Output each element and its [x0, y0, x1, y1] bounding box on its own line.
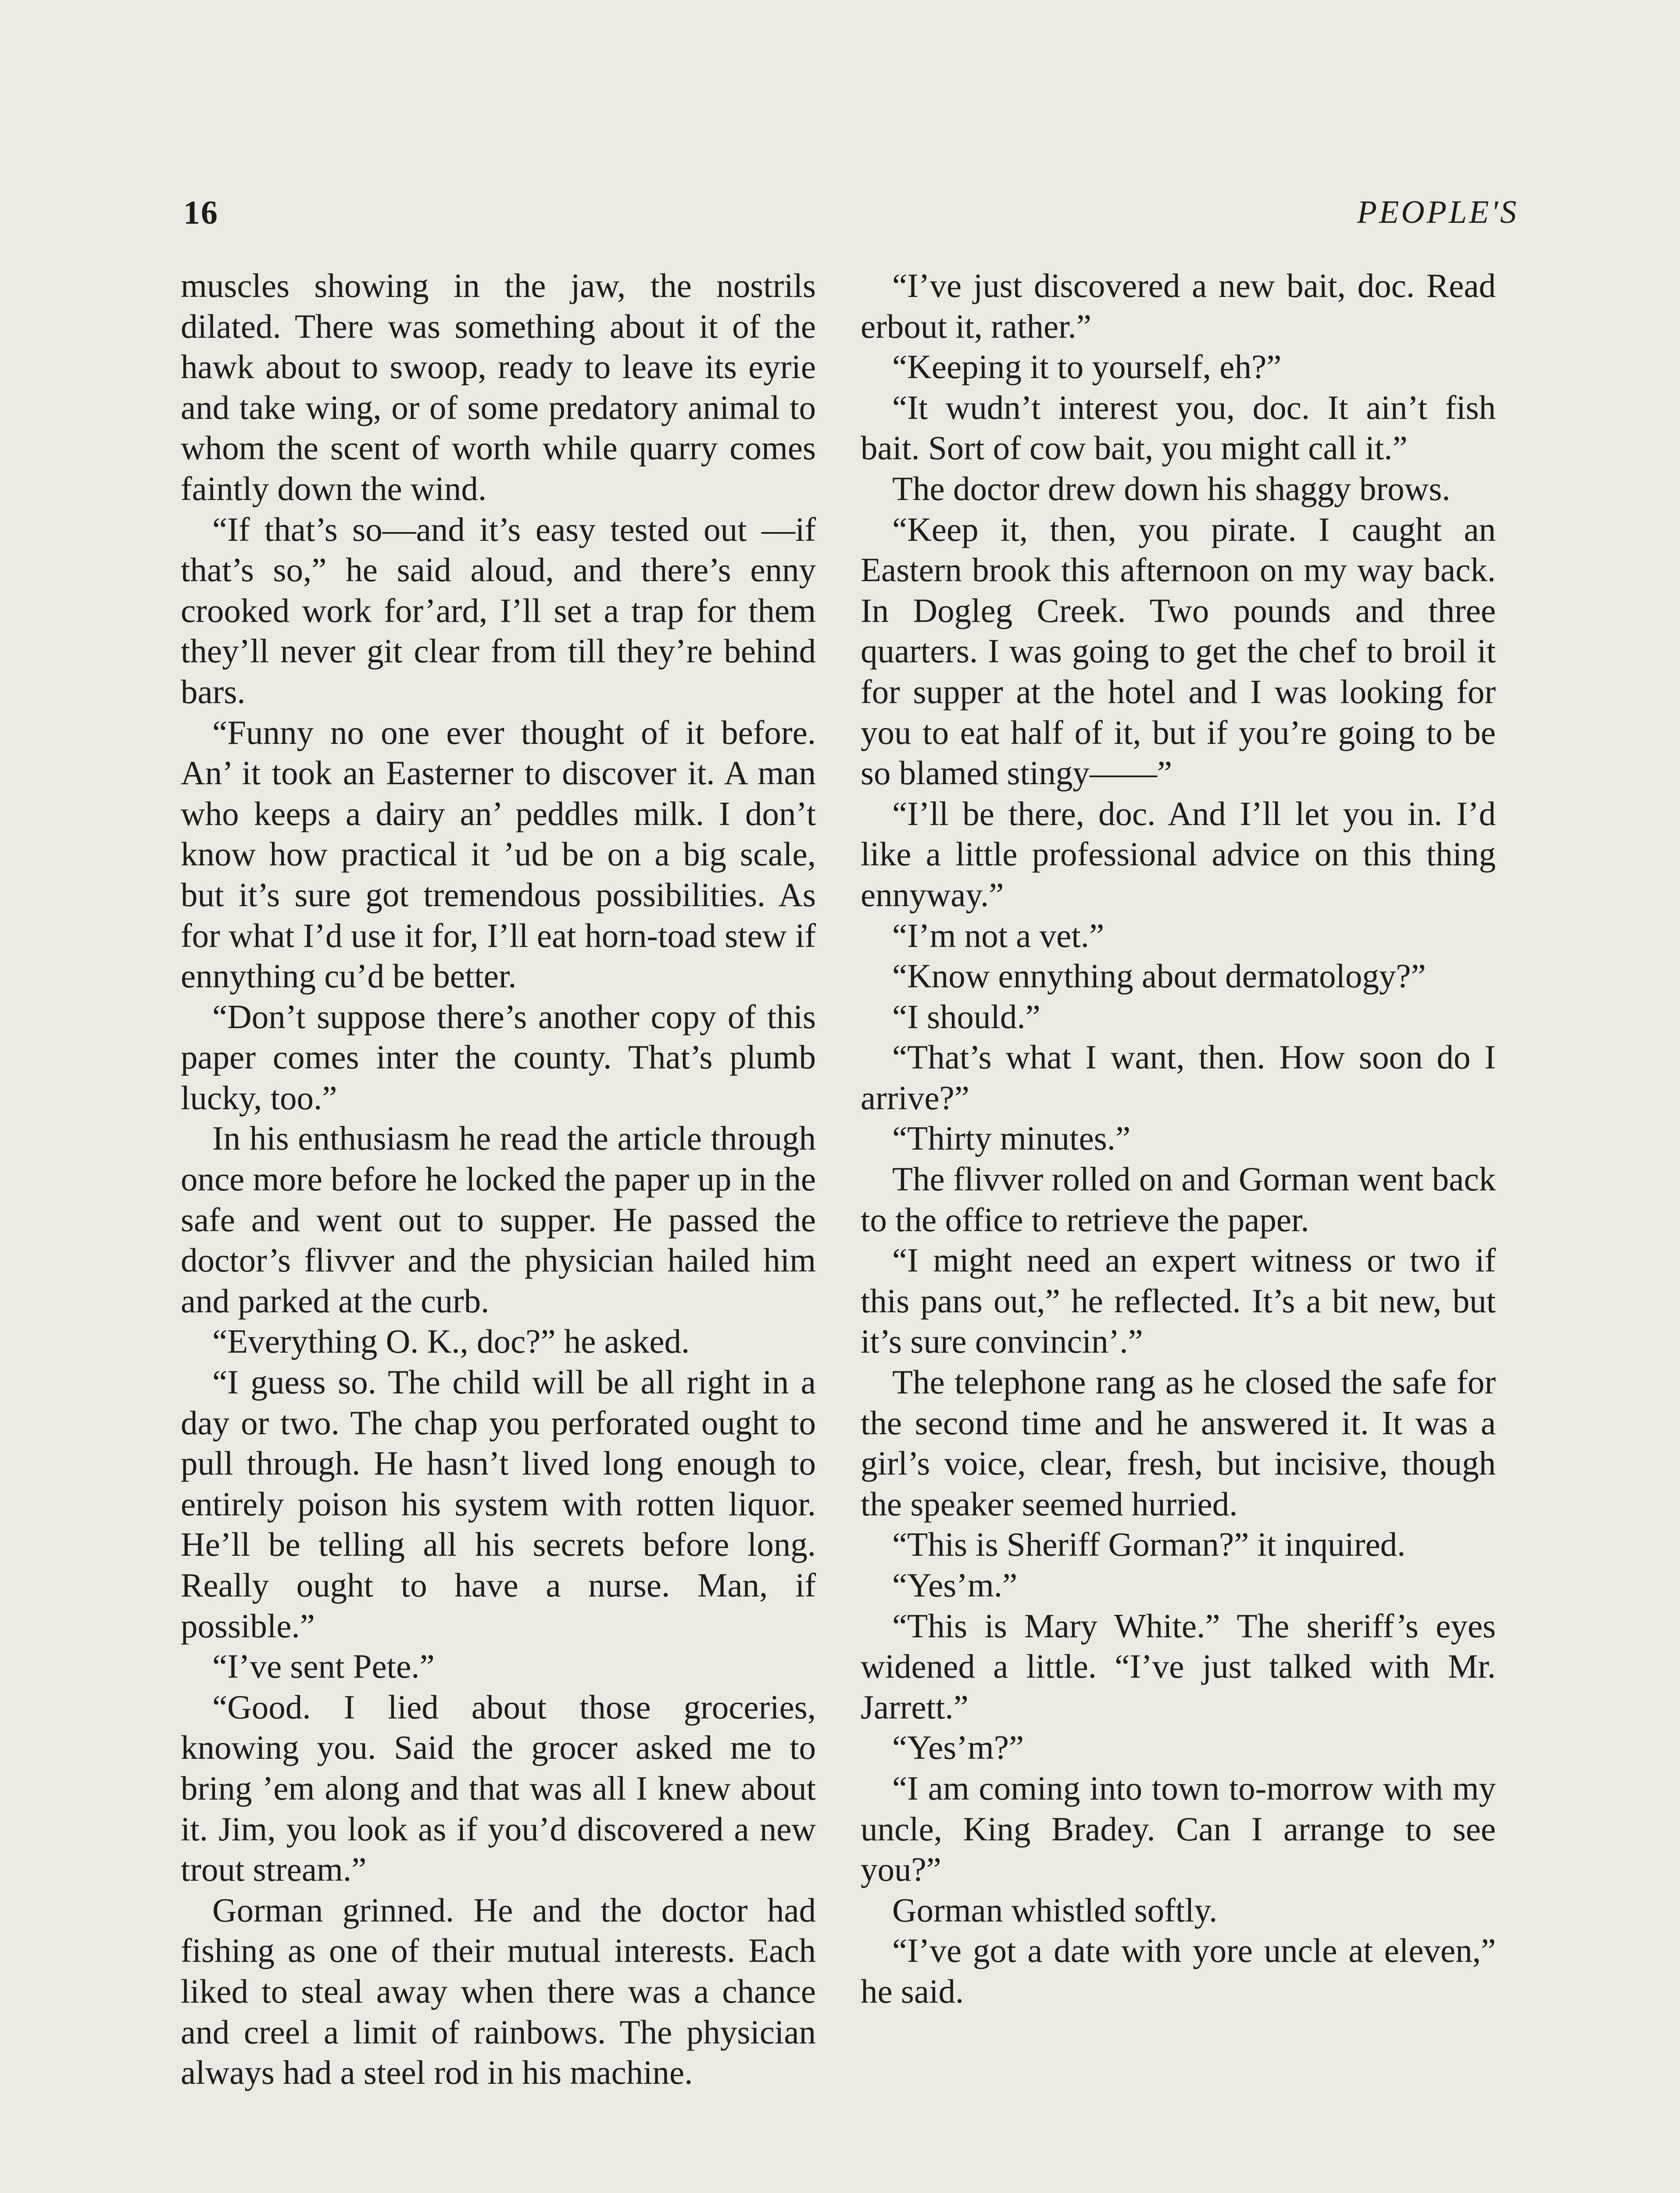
- paragraph: “I should.”: [892, 997, 1040, 1036]
- paragraph: “Keep it, then, you pirate. I caught an Eastern brook this afternoon on my way back. In Dogleg Creek. Two pounds and three quarters. I was going to get the chef to broil it for supper at the hotel and I was looking for you to eat half of it, but if you’re going to be so blamed stingy——”: [861, 510, 1496, 792]
- paragraph: “Don’t suppose there’s another copy of this paper comes inter the county. That’s plumb lucky, too.”: [181, 997, 816, 1117]
- right-column: [861, 265, 1496, 2012]
- paragraph: “This is Sheriff Gorman?” it inquired.: [892, 1525, 1406, 1564]
- paragraph: The flivver rolled on and Gorman went back to the office to retrieve the paper.: [861, 1160, 1496, 1239]
- paragraph: In his enthusiasm he read the article through once more before he locked the paper up in the safe and went out to supper. He passed the doctor’s flivver and the physician hailed him and parked at the curb.: [181, 1119, 816, 1320]
- paragraph: “Funny no one ever thought of it before. An’ it took an Easterner to discover it. A man who keeps a dairy an’ peddles milk. I don’t know how practical it ’ud be on a big scale, but it’s sure got tremendous possibilities. As for what I’d use it for, I’ll eat horn-toad stew if ennything cu’d be better.: [181, 713, 816, 995]
- paragraph: “I’ve just discovered a new bait, doc. Read erbout it, rather.”: [861, 267, 1496, 345]
- page-header: [183, 194, 1519, 242]
- page-number: 16: [183, 194, 218, 231]
- paragraph: “I’ve sent Pete.”: [212, 1647, 435, 1686]
- paragraph: “I’ll be there, doc. And I’ll let you in. I’d like a little professional advice on this thing ennyway.”: [861, 794, 1496, 914]
- paragraph: Gorman whistled softly.: [892, 1891, 1218, 1929]
- paragraph: “Everything O. K., doc?” he asked.: [212, 1322, 690, 1361]
- left-column: [181, 265, 816, 2093]
- paragraph: “If that’s so—and it’s easy tested out —if that’s so,” he said aloud, and there’s enny crooked work for’ard, I’ll set a trap for them they’ll never git clear from till they’re behind bars.: [181, 510, 816, 711]
- paragraph: “I might need an expert witness or two if this pans out,” he reflected. It’s a bit new, but it’s sure convincin’.”: [861, 1241, 1496, 1361]
- running-head: PEOPLE'S: [1357, 194, 1519, 230]
- paragraph: “I’m not a vet.”: [892, 916, 1105, 954]
- paragraph: The doctor drew down his shaggy brows.: [892, 469, 1451, 507]
- paragraph: “Keeping it to yourself, eh?”: [892, 348, 1282, 386]
- paragraph: The telephone rang as he closed the safe for the second time and he answered it. It was a girl’s voice, clear, fresh, but incisive, though the speaker seemed hurried.: [861, 1363, 1496, 1523]
- paragraph: “I’ve got a date with yore uncle at eleven,” he said.: [861, 1932, 1496, 2010]
- paragraph: muscles showing in the jaw, the nostrils dilated. There was something about it of the hawk about to swoop, ready to leave its eyrie and take wing, or of some predatory animal to whom the scent of worth while quarry comes faintly down the wind.: [181, 267, 816, 507]
- paragraph: “Know ennything about dermatology?”: [892, 957, 1426, 995]
- paragraph: “This is Mary White.” The sheriff’s eyes widened a little. “I’ve just talked with Mr. Jarrett.”: [861, 1607, 1496, 1726]
- paragraph: “Good. I lied about those groceries, knowing you. Said the grocer asked me to bring ’em along and that was all I knew about it. Jim, you look as if you’d discovered a new trout stream.”: [181, 1688, 816, 1889]
- paragraph: “I guess so. The child will be all right in a day or two. The chap you perforated ought to pull through. He hasn’t lived long enough to entirely poison his system with rotten liquor. He’ll be telling all his secrets before long. Really ought to have a nurse. Man, if possible.”: [181, 1363, 816, 1645]
- paragraph: Gorman grinned. He and the doctor had fishing as one of their mutual interests. Each liked to steal away when there was a chance and creel a limit of rainbows. The physician always had a steel rod in his machine.: [181, 1891, 816, 2092]
- paragraph: “Yes’m?”: [892, 1729, 1024, 1767]
- paragraph: “Thirty minutes.”: [892, 1119, 1131, 1157]
- paragraph: “That’s what I want, then. How soon do I arrive?”: [861, 1038, 1496, 1117]
- paragraph: “It wudn’t interest you, doc. It ain’t fish bait. Sort of cow bait, you might call it.”: [861, 388, 1496, 467]
- paragraph: “I am coming into town to-morrow with my uncle, King Bradey. Can I arrange to see you?”: [861, 1769, 1496, 1889]
- paragraph: “Yes’m.”: [892, 1566, 1018, 1604]
